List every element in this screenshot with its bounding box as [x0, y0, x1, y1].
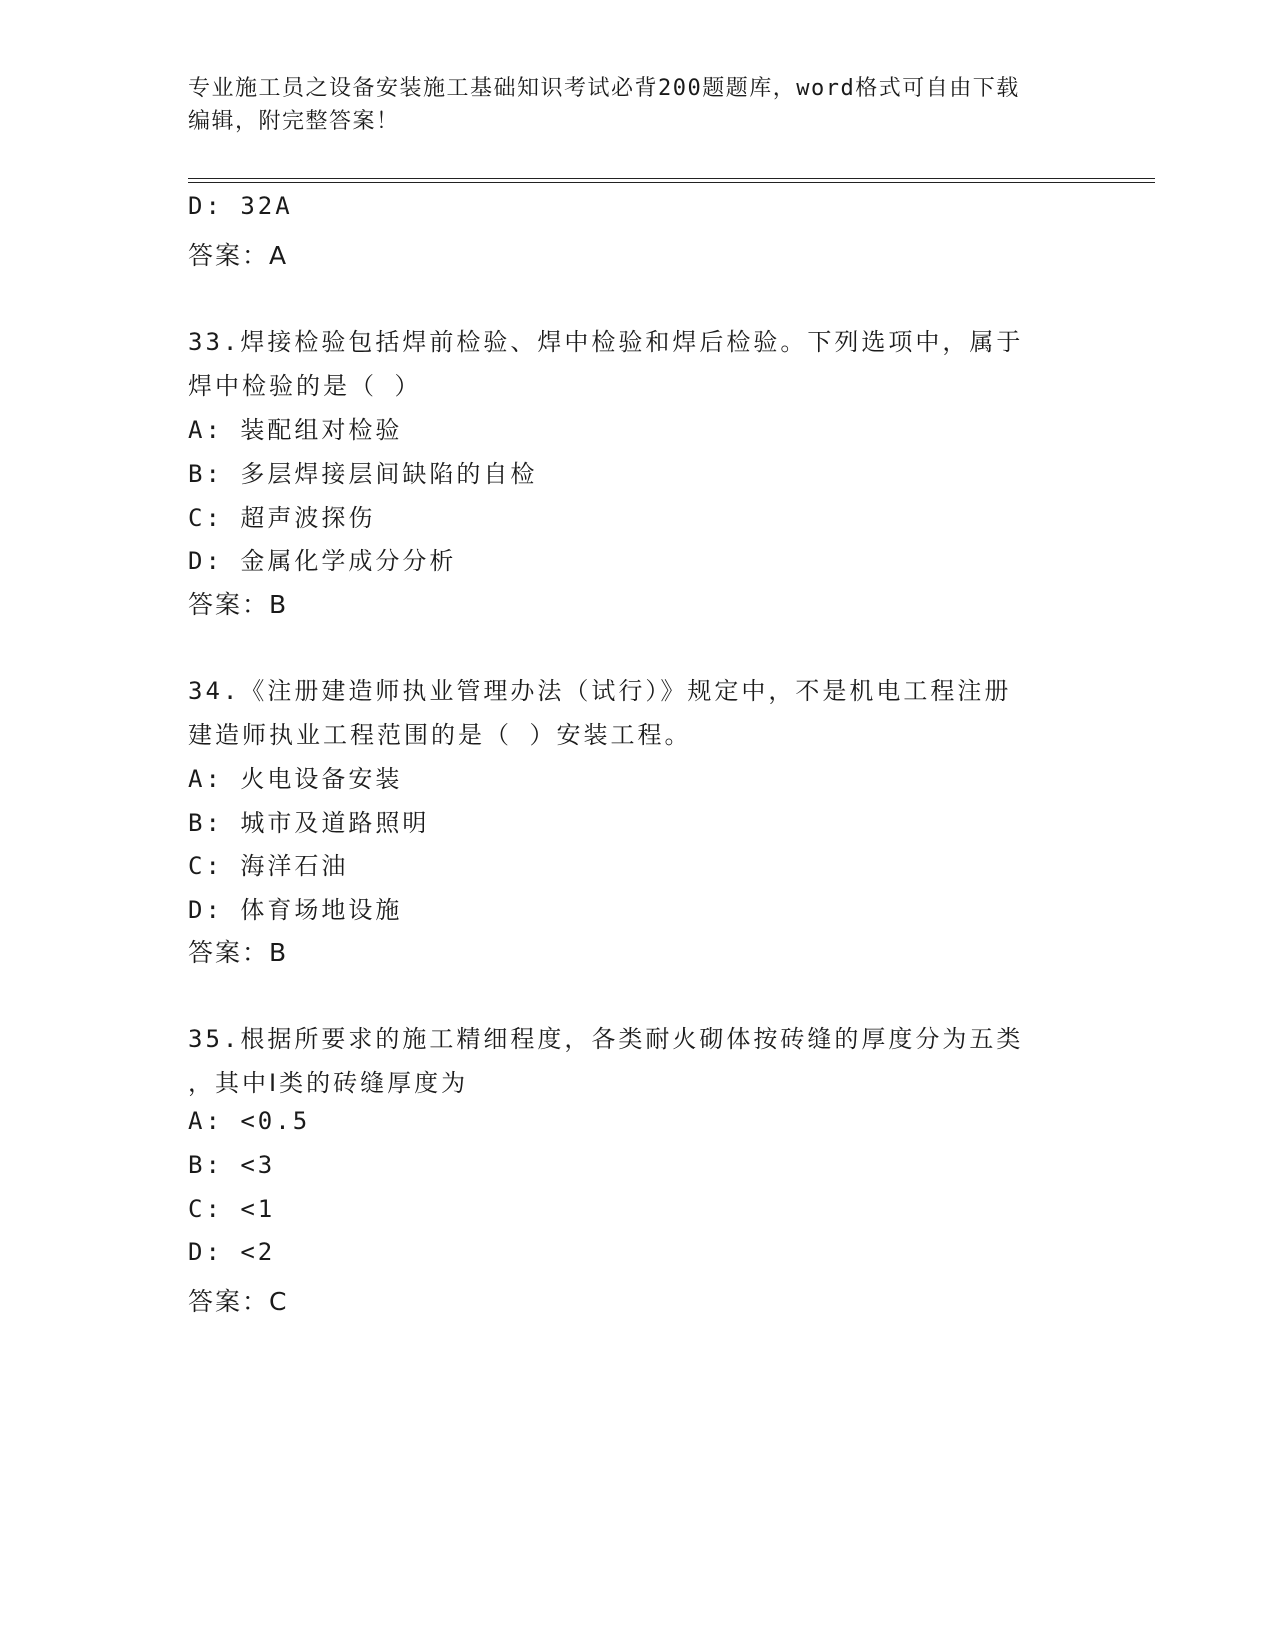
- q34-answer: 答案：B: [188, 938, 289, 967]
- q33-stem-line-2: 焊中检验的是（ ）: [188, 372, 422, 400]
- q33-option-b: B: 多层焊接层间缺陷的自检: [188, 460, 538, 488]
- q35-option-b: B: <3: [188, 1151, 276, 1179]
- q35-option-d: D: <2: [188, 1238, 276, 1266]
- q35-answer: 答案：C: [188, 1287, 289, 1316]
- prev-answer: 答案：A: [188, 241, 289, 270]
- q33-stem-line-1: 33.焊接检验包括焊前检验、焊中检验和焊后检验。下列选项中，属于: [188, 328, 1024, 356]
- q35-stem-line-1: 35.根据所要求的施工精细程度，各类耐火砌体按砖缝的厚度分为五类: [188, 1025, 1024, 1053]
- header-rule-bottom: [188, 182, 1155, 183]
- q35-option-a: A: <0.5: [188, 1107, 311, 1135]
- q34-option-d: D: 体育场地设施: [188, 896, 403, 924]
- q33-option-d: D: 金属化学成分分析: [188, 547, 457, 575]
- prev-option-d: D: 32A: [188, 192, 293, 220]
- q33-option-c: C: 超声波探伤: [188, 504, 376, 532]
- q34-option-a: A: 火电设备安装: [188, 765, 403, 793]
- q33-answer: 答案：B: [188, 590, 289, 619]
- q34-stem-line-1: 34.《注册建造师执业管理办法（试行）》规定中，不是机电工程注册: [188, 677, 1012, 705]
- header-line-2: 编辑，附完整答案！: [188, 109, 400, 134]
- header-rule-top: [188, 178, 1155, 179]
- header-line-1: 专业施工员之设备安装施工基础知识考试必背200题题库，word格式可自由下载: [188, 76, 1020, 101]
- q34-stem-line-2: 建造师执业工程范围的是（ ）安装工程。: [188, 721, 692, 749]
- q35-option-c: C: <1: [188, 1195, 276, 1223]
- q34-option-c: C: 海洋石油: [188, 852, 349, 880]
- q34-option-b: B: 城市及道路照明: [188, 809, 430, 837]
- q33-option-a: A: 装配组对检验: [188, 416, 403, 444]
- q35-stem-line-2: ，其中Ⅰ类的砖缝厚度为: [188, 1069, 469, 1097]
- document-header: [188, 72, 1088, 138]
